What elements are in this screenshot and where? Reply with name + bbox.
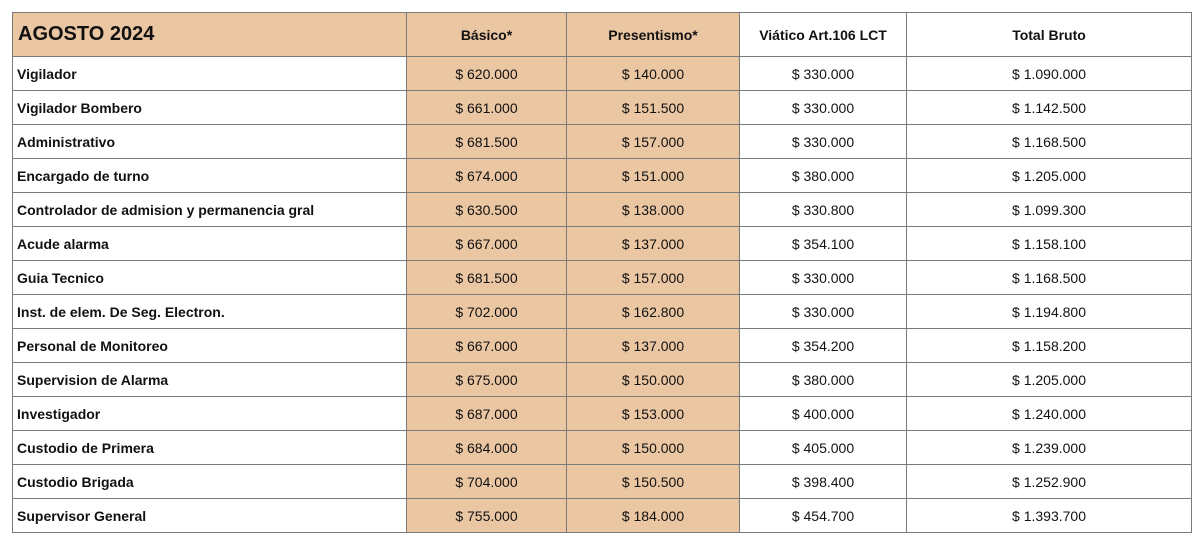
role-cell: Investigador [13,397,407,431]
role-cell: Guia Tecnico [13,261,407,295]
basico-cell: $ 630.500 [407,193,567,227]
role-cell: Controlador de admision y permanencia gral [13,193,407,227]
basico-cell: $ 684.000 [407,431,567,465]
total-cell: $ 1.168.500 [907,125,1192,159]
salary-table-container [12,12,1191,533]
table-row [13,57,1192,91]
table-row [13,465,1192,499]
salary-table [12,12,1192,533]
basico-cell: $ 704.000 [407,465,567,499]
viatico-cell: $ 380.000 [740,363,907,397]
presentismo-cell: $ 151.500 [567,91,740,125]
table-row [13,329,1192,363]
table-row [13,227,1192,261]
total-cell: $ 1.252.900 [907,465,1192,499]
presentismo-cell: $ 150.000 [567,431,740,465]
viatico-cell: $ 380.000 [740,159,907,193]
role-cell: Encargado de turno [13,159,407,193]
table-row [13,431,1192,465]
total-cell: $ 1.194.800 [907,295,1192,329]
viatico-cell: $ 400.000 [740,397,907,431]
total-cell: $ 1.239.000 [907,431,1192,465]
table-row [13,261,1192,295]
header-row [13,13,1192,57]
viatico-cell: $ 354.200 [740,329,907,363]
role-cell: Supervision de Alarma [13,363,407,397]
presentismo-cell: $ 162.800 [567,295,740,329]
table-row [13,397,1192,431]
basico-cell: $ 702.000 [407,295,567,329]
viatico-cell: $ 405.000 [740,431,907,465]
total-cell: $ 1.168.500 [907,261,1192,295]
role-cell: Personal de Monitoreo [13,329,407,363]
viatico-cell: $ 330.000 [740,261,907,295]
viatico-cell: $ 398.400 [740,465,907,499]
total-cell: $ 1.142.500 [907,91,1192,125]
presentismo-cell: $ 137.000 [567,329,740,363]
viatico-cell: $ 330.800 [740,193,907,227]
basico-cell: $ 661.000 [407,91,567,125]
presentismo-cell: $ 157.000 [567,125,740,159]
table-row [13,125,1192,159]
total-cell: $ 1.393.700 [907,499,1192,533]
table-body [13,57,1192,533]
presentismo-cell: $ 138.000 [567,193,740,227]
basico-cell: $ 667.000 [407,329,567,363]
table-row [13,91,1192,125]
basico-cell: $ 687.000 [407,397,567,431]
basico-cell: $ 755.000 [407,499,567,533]
table-row [13,295,1192,329]
basico-cell: $ 674.000 [407,159,567,193]
presentismo-cell: $ 150.000 [567,363,740,397]
role-cell: Vigilador [13,57,407,91]
viatico-cell: $ 330.000 [740,125,907,159]
role-cell: Inst. de elem. De Seg. Electron. [13,295,407,329]
viatico-cell: $ 330.000 [740,295,907,329]
table-row [13,499,1192,533]
role-cell: Custodio Brigada [13,465,407,499]
viatico-cell: $ 330.000 [740,91,907,125]
presentismo-cell: $ 157.000 [567,261,740,295]
table-title: AGOSTO 2024 [13,13,407,57]
presentismo-cell: $ 153.000 [567,397,740,431]
total-cell: $ 1.240.000 [907,397,1192,431]
table-row [13,193,1192,227]
viatico-cell: $ 354.100 [740,227,907,261]
presentismo-cell: $ 140.000 [567,57,740,91]
header-presentismo: Presentismo* [567,13,740,57]
basico-cell: $ 681.500 [407,261,567,295]
role-cell: Vigilador Bombero [13,91,407,125]
header-total-bruto: Total Bruto [907,13,1192,57]
basico-cell: $ 620.000 [407,57,567,91]
viatico-cell: $ 330.000 [740,57,907,91]
total-cell: $ 1.158.200 [907,329,1192,363]
role-cell: Supervisor General [13,499,407,533]
total-cell: $ 1.090.000 [907,57,1192,91]
total-cell: $ 1.205.000 [907,159,1192,193]
total-cell: $ 1.158.100 [907,227,1192,261]
presentismo-cell: $ 150.500 [567,465,740,499]
table-row [13,363,1192,397]
total-cell: $ 1.099.300 [907,193,1192,227]
basico-cell: $ 675.000 [407,363,567,397]
presentismo-cell: $ 137.000 [567,227,740,261]
role-cell: Administrativo [13,125,407,159]
header-viatico: Viático Art.106 LCT [740,13,907,57]
presentismo-cell: $ 184.000 [567,499,740,533]
table-header [13,13,1192,57]
basico-cell: $ 681.500 [407,125,567,159]
presentismo-cell: $ 151.000 [567,159,740,193]
header-basico: Básico* [407,13,567,57]
role-cell: Acude alarma [13,227,407,261]
basico-cell: $ 667.000 [407,227,567,261]
viatico-cell: $ 454.700 [740,499,907,533]
table-row [13,159,1192,193]
total-cell: $ 1.205.000 [907,363,1192,397]
role-cell: Custodio de Primera [13,431,407,465]
